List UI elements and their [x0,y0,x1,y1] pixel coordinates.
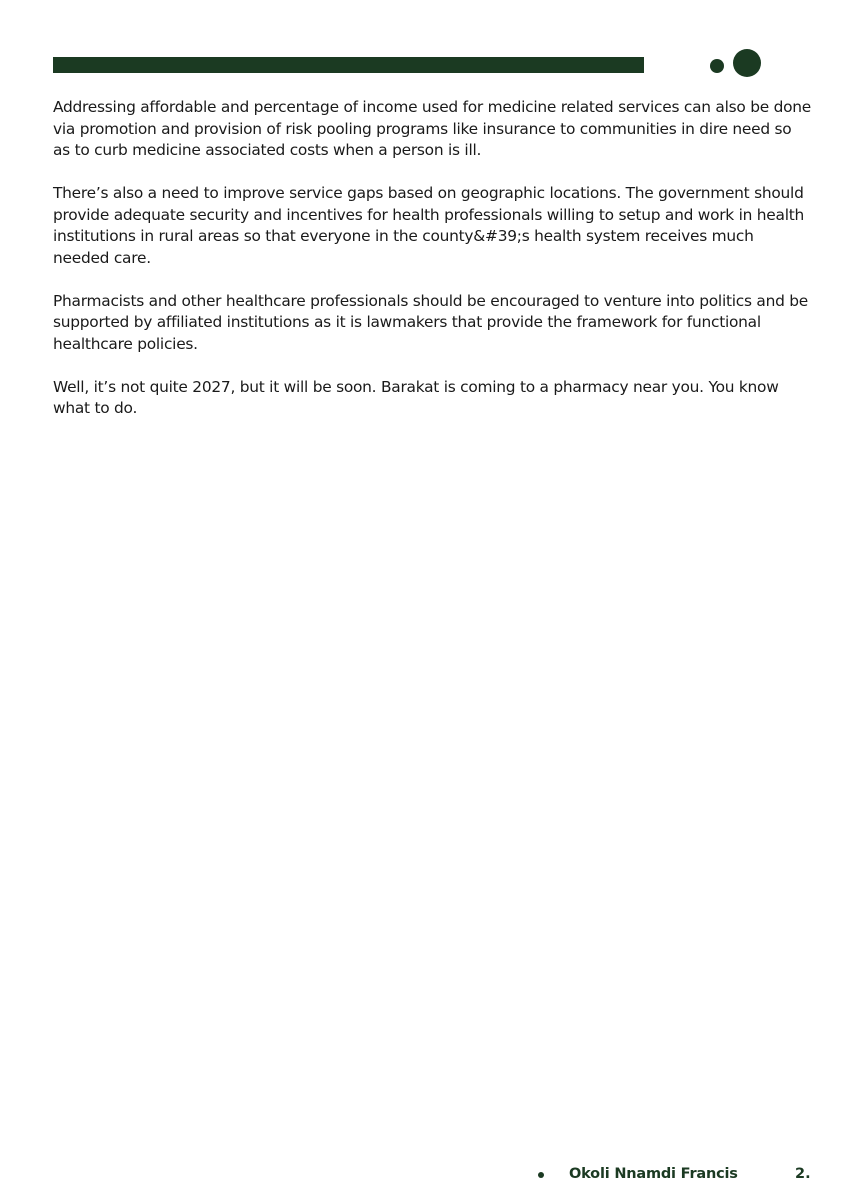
paragraph-3: Pharmacists and other healthcare professionals should be encouraged to venture into politics and be supported by affiliated institutions as it is lawmakers that provide the framework for functional healthcare policies. [53,291,808,353]
paragraph-4: Well, it’s not quite 2027, but it will be soon. Barakat is coming to a pharmacy near you. You know what to do. [53,377,779,417]
article-body [53,97,813,441]
decorative-dot-small [710,59,724,73]
paragraph-1: Addressing affordable and percentage of income used for medicine related services can also be done via promotion and provision of risk pooling programs like insurance to communities in dire need so as to curb medicine associated costs when a person is ill. [53,98,811,159]
page-number: 2. [795,1166,811,1182]
header-bar [53,57,644,73]
footer-bullet-icon [538,1172,544,1178]
paragraph-2: There’s also a need to improve service gaps based on geographic locations. The government should provide adequate security and incentives for health professionals willing to setup and work in health institutions in rural areas so that everyone in the county&#39;s health system receives much needed care. [53,184,805,267]
decorative-dot-large [733,49,761,77]
footer-author: Okoli Nnamdi Francis [569,1166,738,1182]
